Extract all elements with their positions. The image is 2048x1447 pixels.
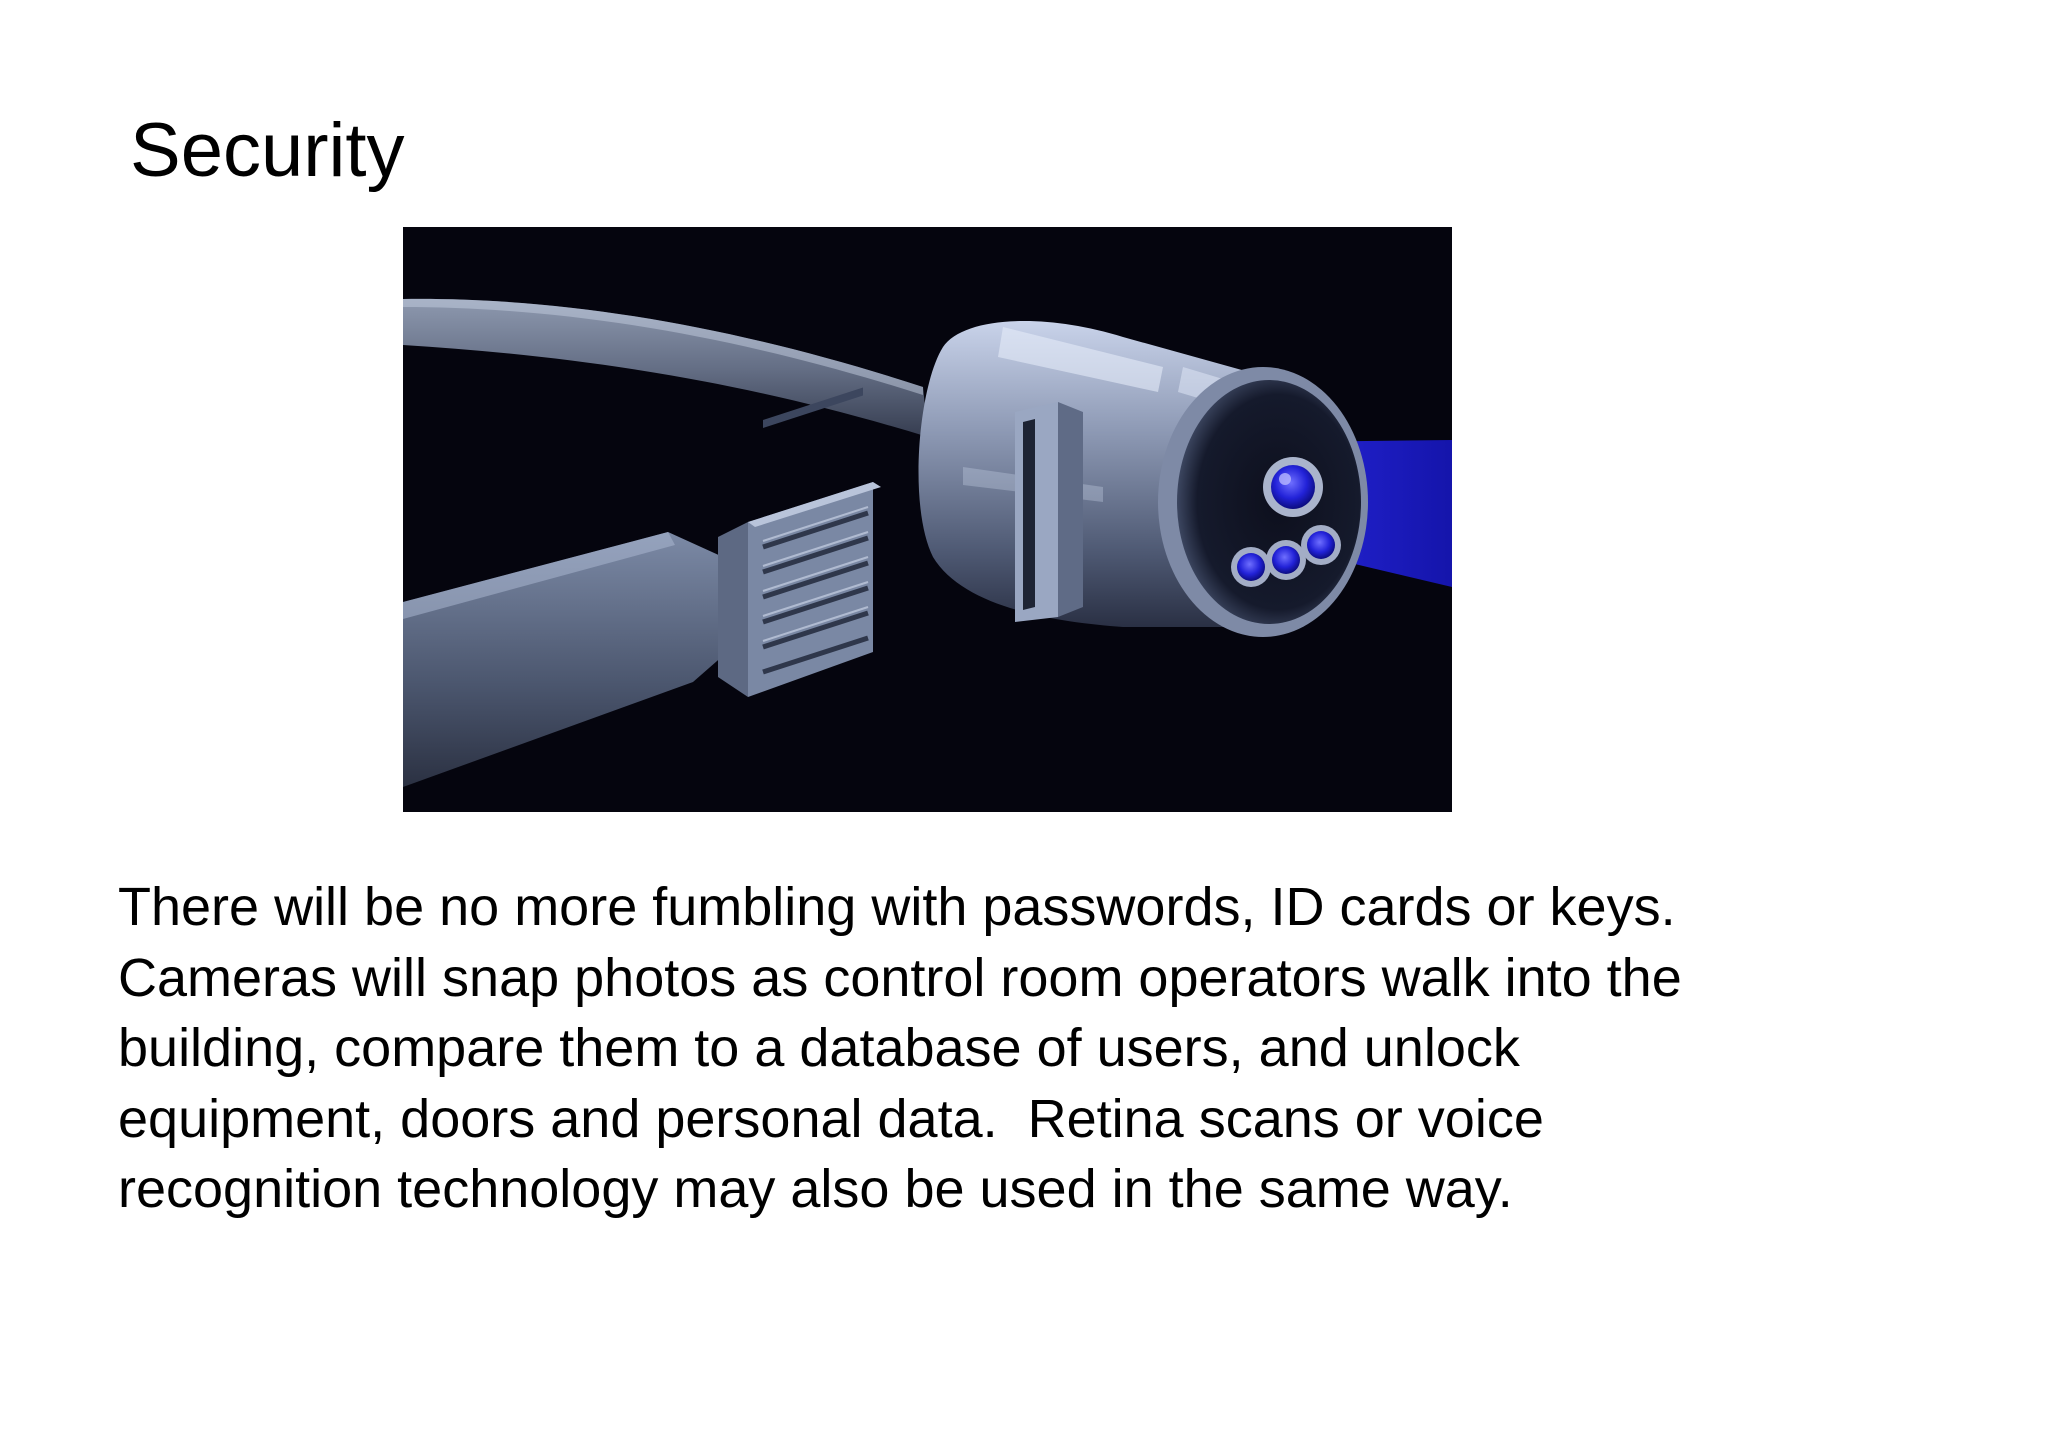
security-camera-photo [403, 227, 1452, 812]
body-line: recognition technology may also be used in the same way. [118, 1159, 1513, 1219]
body-line: There will be no more fumbling with passwords, ID cards or keys. [118, 877, 1676, 937]
slide-body-text [118, 872, 1978, 1225]
body-line: Cameras will snap photos as control room operators walk into the [118, 947, 1682, 1008]
body-line: building, compare them to a database of users, and unlock [118, 1018, 1520, 1078]
body-line: equipment, doors and personal data. Retina scans or voice [118, 1088, 1544, 1149]
iris-scanner-camera-icon [403, 227, 1452, 812]
slide-title: Security [130, 108, 405, 193]
